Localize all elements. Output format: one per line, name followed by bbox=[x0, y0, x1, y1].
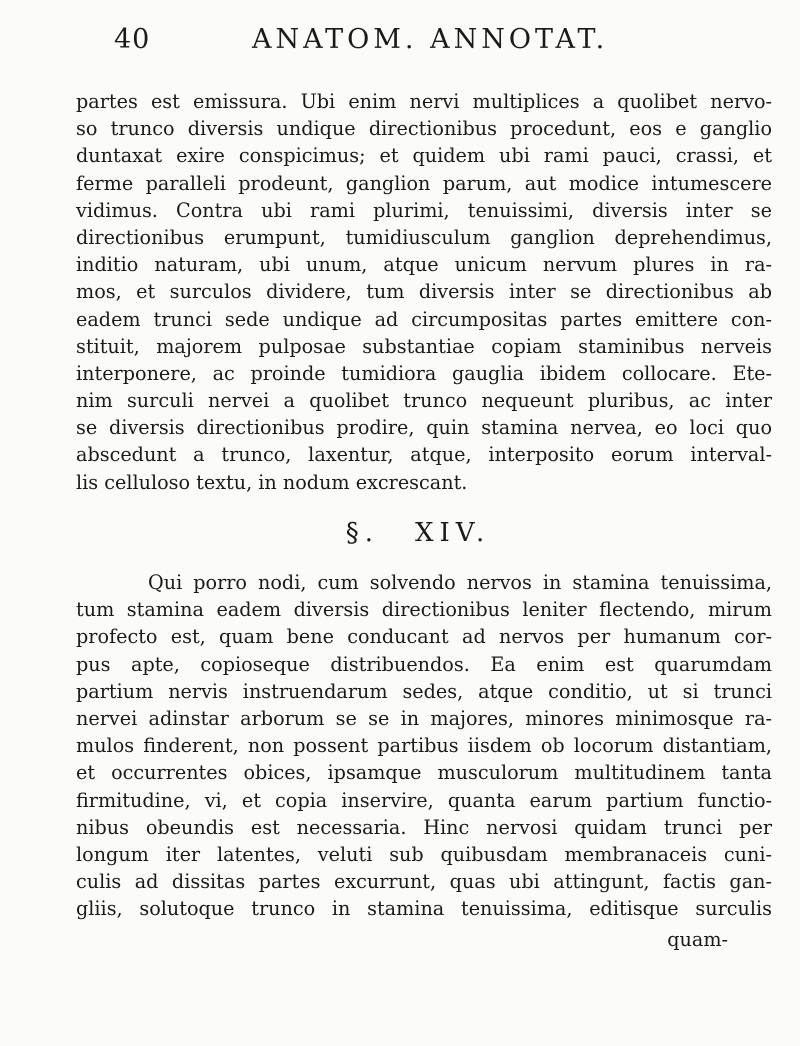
text-line: abscedunt a trunco, laxentur, atque, interposito eorum interval- bbox=[76, 443, 772, 467]
page-number: 40 bbox=[114, 24, 151, 55]
text-line: nibus obeundis est necessaria. Hinc nervosi quidam trunci per bbox=[76, 815, 772, 839]
text-line: duntaxat exire conspicimus; et quidem ubi rami pauci, crassi, et bbox=[76, 144, 772, 168]
text-line: Qui porro nodi, cum solvendo nervos in stamina tenuissima, bbox=[148, 571, 772, 594]
text-line: nim surculi nervei a quolibet trunco nequeunt pluribus, ac inter bbox=[76, 389, 772, 413]
section-numeral: XIV. bbox=[414, 518, 491, 548]
paragraph-1 bbox=[76, 88, 772, 496]
text-line: vidimus. Contra ubi rami plurimi, tenuissimi, diversis inter se bbox=[76, 198, 772, 222]
text-line: se diversis directionibus prodire, quin stamina nervea, eo loci quo bbox=[76, 416, 772, 440]
text-line: interponere, ac proinde tumidiora gauglia ibidem collocare. Ete- bbox=[76, 361, 772, 385]
section-heading bbox=[0, 518, 800, 548]
text-line: partes est emissura. Ubi enim nervi multiplices a quolibet nervo- bbox=[76, 90, 772, 113]
text-line: partium nervis instruendarum sedes, atque conditio, ut si trunci bbox=[76, 679, 772, 703]
text-line: directionibus erumpunt, tumidiusculum ganglion deprehendimus, bbox=[76, 225, 772, 249]
text-line: nervei adinstar arborum se se in majores, minores minimosque ra- bbox=[76, 706, 772, 730]
text-line: lis celluloso textu, in nodum excrescant. bbox=[76, 470, 468, 494]
text-line: mulos finderent, non possent partibus iisdem ob locorum distantiam, bbox=[76, 734, 772, 758]
text-line: firmitudine, vi, et copia inservire, quanta earum partium functio- bbox=[76, 788, 772, 812]
text-line: longum iter latentes, veluti sub quibusdam membranaceis cuni- bbox=[76, 842, 772, 866]
text-line: stituit, majorem pulposae substantiae copiam staminibus nerveis bbox=[76, 334, 772, 358]
text-line: inditio naturam, ubi unum, atque unicum nervum plures in ra- bbox=[76, 253, 772, 277]
text-line: eadem trunci sede undique ad circumpositas partes emittere con- bbox=[76, 307, 772, 331]
text-line: ferme paralleli prodeunt, ganglion parum, aut modice intumescere bbox=[76, 171, 772, 195]
text-line: gliis, solutoque trunco in stamina tenuissima, editisque surculis bbox=[76, 897, 772, 921]
section-sign: §. bbox=[345, 518, 379, 548]
catchword: quam- bbox=[667, 928, 728, 951]
text-line: so trunco diversis undique directionibus procedunt, eos e ganglio bbox=[76, 117, 772, 141]
text-line: mos, et surculos dividere, tum diversis inter se directionibus ab bbox=[76, 280, 772, 304]
text-line: pus apte, copioseque distribuendos. Ea enim est quarumdam bbox=[76, 652, 772, 676]
paragraph-2 bbox=[76, 569, 772, 922]
page-header bbox=[0, 22, 800, 62]
text-line: culis ad dissitas partes excurrunt, quas ubi attingunt, factis gan- bbox=[76, 870, 772, 894]
text-line: profecto est, quam bene conducant ad nervos per humanum cor- bbox=[76, 625, 772, 649]
text-line: et occurrentes obices, ipsamque musculorum multitudinem tanta bbox=[76, 761, 772, 785]
running-head: ANATOM. ANNOTAT. bbox=[252, 24, 609, 55]
text-line: tum stamina eadem diversis directionibus leniter flectendo, mirum bbox=[76, 598, 772, 622]
